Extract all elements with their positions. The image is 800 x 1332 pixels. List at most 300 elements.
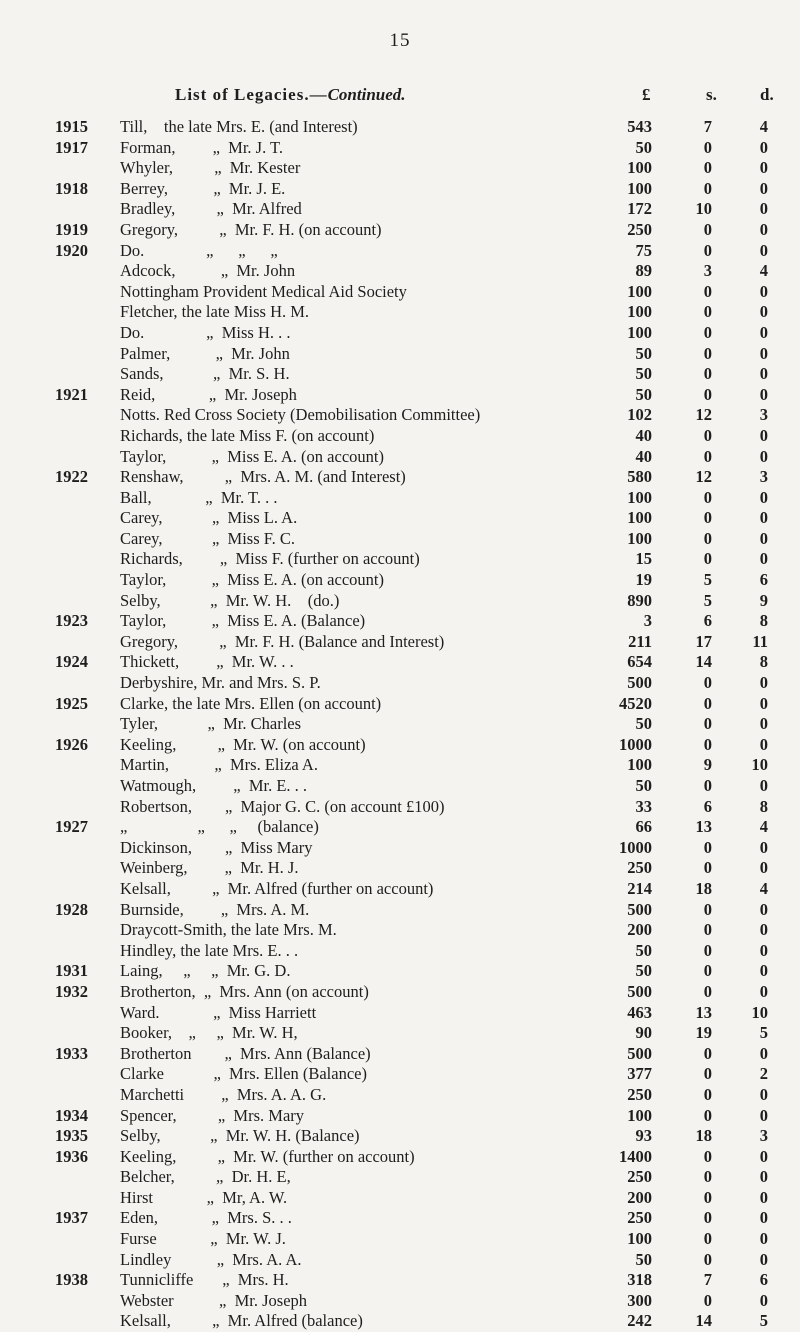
amount-pence: 0 xyxy=(759,364,768,384)
legacy-row xyxy=(0,426,800,447)
legacy-description: Laing, „ „ Mr. G. D. xyxy=(120,961,291,981)
amount-pounds: 500 xyxy=(627,1043,652,1063)
legacy-row xyxy=(0,879,800,900)
amount-pence: 4 xyxy=(759,878,768,898)
legacy-description: Lindley „ Mrs. A. A. xyxy=(120,1249,302,1269)
legacy-description: Sands, „ Mr. S. H. xyxy=(120,364,290,384)
legacy-description: Taylor, „ Miss E. A. (on account) xyxy=(120,446,384,466)
legacy-description: Marchetti „ Mrs. A. A. G. xyxy=(120,1084,327,1104)
amount-shillings: 0 xyxy=(703,1084,712,1104)
amount-shillings: 6 xyxy=(703,796,712,816)
legacy-row xyxy=(0,817,800,838)
amount-shillings: 0 xyxy=(703,343,712,363)
amount-pounds: 4520 xyxy=(619,693,652,713)
amount-pounds: 50 xyxy=(635,137,652,157)
amount-pounds: 89 xyxy=(635,261,652,281)
amount-pounds: 377 xyxy=(627,1064,652,1084)
amount-shillings: 0 xyxy=(703,1229,712,1249)
amount-shillings: 0 xyxy=(703,364,712,384)
legacy-row xyxy=(0,941,800,962)
legacy-row xyxy=(0,1291,800,1312)
legacy-row xyxy=(0,488,800,509)
amount-pounds: 500 xyxy=(627,981,652,1001)
amount-pounds: 93 xyxy=(635,1126,652,1146)
amount-pence: 0 xyxy=(759,1229,768,1249)
amount-pounds: 100 xyxy=(627,322,652,342)
amount-pounds: 19 xyxy=(635,570,652,590)
amount-shillings: 0 xyxy=(703,1167,712,1187)
legacy-year: 1936 xyxy=(55,1146,88,1166)
amount-shillings: 0 xyxy=(703,837,712,857)
legacies-list xyxy=(0,117,800,1332)
amount-pounds: 50 xyxy=(635,364,652,384)
amount-pounds: 211 xyxy=(628,631,652,651)
amount-shillings: 0 xyxy=(703,1208,712,1228)
legacy-row xyxy=(0,1106,800,1127)
legacy-row xyxy=(0,508,800,529)
amount-pence: 0 xyxy=(759,1084,768,1104)
amount-pounds: 100 xyxy=(627,487,652,507)
amount-pence: 0 xyxy=(759,322,768,342)
column-header-shillings: s. xyxy=(706,85,717,104)
amount-pounds: 580 xyxy=(627,467,652,487)
amount-pence: 4 xyxy=(759,261,768,281)
amount-pounds: 250 xyxy=(627,858,652,878)
amount-shillings: 0 xyxy=(703,178,712,198)
legacy-row xyxy=(0,549,800,570)
amount-pounds: 200 xyxy=(627,1187,652,1207)
legacy-description: Belcher, „ Dr. H. E, xyxy=(120,1167,291,1187)
amount-pence: 6 xyxy=(759,1270,768,1290)
legacy-row xyxy=(0,1064,800,1085)
amount-pence: 8 xyxy=(759,796,768,816)
legacy-row xyxy=(0,282,800,303)
legacy-row xyxy=(0,447,800,468)
amount-pence: 9 xyxy=(759,590,768,610)
legacy-description: Draycott-Smith, the late Mrs. M. xyxy=(120,920,337,940)
legacy-year: 1915 xyxy=(55,117,88,136)
amount-pence: 5 xyxy=(759,1311,768,1331)
amount-pence: 0 xyxy=(759,158,768,178)
legacy-description: Spencer, „ Mrs. Mary xyxy=(120,1105,305,1125)
amount-pence: 0 xyxy=(759,1167,768,1187)
amount-pence: 0 xyxy=(759,858,768,878)
legacy-row xyxy=(0,714,800,735)
amount-shillings: 0 xyxy=(703,920,712,940)
amount-shillings: 7 xyxy=(703,117,712,136)
legacy-description: Dickinson, „ Miss Mary xyxy=(120,837,313,857)
legacy-description: Martin, „ Mrs. Eliza A. xyxy=(120,755,318,775)
legacy-description: Taylor, „ Miss E. A. (on account) xyxy=(120,570,384,590)
amount-pence: 0 xyxy=(759,1187,768,1207)
legacy-description: Robertson, „ Major G. C. (on account £100) xyxy=(120,796,445,816)
legacy-description: Forman, „ Mr. J. T. xyxy=(120,137,284,157)
amount-pounds: 100 xyxy=(627,755,652,775)
amount-pounds: 100 xyxy=(627,178,652,198)
amount-pounds: 50 xyxy=(635,714,652,734)
column-header-pounds: £ xyxy=(642,85,651,104)
amount-shillings: 7 xyxy=(703,1270,712,1290)
amount-pounds: 50 xyxy=(635,384,652,404)
amount-pounds: 50 xyxy=(635,1249,652,1269)
amount-shillings: 17 xyxy=(695,631,712,651)
legacy-description: Whyler, „ Mr. Kester xyxy=(120,158,301,178)
amount-shillings: 0 xyxy=(703,158,712,178)
amount-pounds: 250 xyxy=(627,1167,652,1187)
amount-pence: 0 xyxy=(759,693,768,713)
legacy-description: Ward. „ Miss Harriett xyxy=(120,1002,317,1022)
amount-pence: 0 xyxy=(759,446,768,466)
amount-shillings: 0 xyxy=(703,240,712,260)
legacy-year: 1918 xyxy=(55,178,88,198)
amount-pounds: 100 xyxy=(627,281,652,301)
legacy-year: 1928 xyxy=(55,899,88,919)
legacy-description: Fletcher, the late Miss H. M. xyxy=(120,302,310,322)
legacy-description: „ „ „ (balance) xyxy=(120,817,319,837)
legacy-description: Weinberg, „ Mr. H. J. xyxy=(120,858,299,878)
amount-pence: 0 xyxy=(759,940,768,960)
legacy-description: Ball, „ Mr. T. . . xyxy=(120,487,278,507)
amount-shillings: 0 xyxy=(703,714,712,734)
amount-shillings: 0 xyxy=(703,219,712,239)
amount-pounds: 250 xyxy=(627,219,652,239)
amount-pounds: 500 xyxy=(627,899,652,919)
legacy-description: Gregory, „ Mr. F. H. (Balance and Interest) xyxy=(120,631,445,651)
legacy-row xyxy=(0,920,800,941)
amount-pounds: 200 xyxy=(627,920,652,940)
legacy-description: Selby, „ Mr. W. H. (Balance) xyxy=(120,1126,360,1146)
amount-pounds: 100 xyxy=(627,508,652,528)
legacy-row xyxy=(0,652,800,673)
amount-pounds: 543 xyxy=(627,117,652,136)
amount-pence: 3 xyxy=(759,405,768,425)
amount-shillings: 0 xyxy=(703,446,712,466)
amount-pence: 0 xyxy=(759,178,768,198)
amount-shillings: 0 xyxy=(703,940,712,960)
amount-shillings: 12 xyxy=(695,405,712,425)
legacy-description: Eden, „ Mrs. S. . . xyxy=(120,1208,292,1228)
legacy-description: Brotherton „ Mrs. Ann (Balance) xyxy=(120,1043,371,1063)
amount-shillings: 9 xyxy=(703,755,712,775)
legacy-row xyxy=(0,220,800,241)
amount-shillings: 0 xyxy=(703,384,712,404)
legacy-row xyxy=(0,344,800,365)
legacy-year: 1932 xyxy=(55,981,88,1001)
amount-pounds: 102 xyxy=(627,405,652,425)
legacy-description: Tyler, „ Mr. Charles xyxy=(120,714,302,734)
legacy-row xyxy=(0,858,800,879)
amount-pence: 0 xyxy=(759,240,768,260)
amount-pence: 6 xyxy=(759,570,768,590)
amount-pence: 11 xyxy=(752,631,768,651)
legacy-description: Keeling, „ Mr. W. (further on account) xyxy=(120,1146,415,1166)
amount-pence: 0 xyxy=(759,137,768,157)
legacy-row xyxy=(0,199,800,220)
amount-shillings: 0 xyxy=(703,673,712,693)
amount-shillings: 0 xyxy=(703,981,712,1001)
legacy-description: Carey, „ Miss L. A. xyxy=(120,508,298,528)
amount-pence: 0 xyxy=(759,981,768,1001)
amount-shillings: 5 xyxy=(703,570,712,590)
legacy-description: Selby, „ Mr. W. H. (do.) xyxy=(120,590,340,610)
amount-pence: 0 xyxy=(759,343,768,363)
legacy-row xyxy=(0,364,800,385)
amount-pounds: 50 xyxy=(635,940,652,960)
legacy-row xyxy=(0,302,800,323)
amount-pence: 0 xyxy=(759,281,768,301)
legacy-description: Till, the late Mrs. E. (and Interest) xyxy=(120,117,358,136)
amount-shillings: 0 xyxy=(703,1187,712,1207)
amount-shillings: 0 xyxy=(703,858,712,878)
legacy-description: Tunnicliffe „ Mrs. H. xyxy=(120,1270,289,1290)
amount-pounds: 250 xyxy=(627,1084,652,1104)
legacy-row xyxy=(0,1250,800,1271)
legacy-description: Palmer, „ Mr. John xyxy=(120,343,290,363)
amount-pence: 0 xyxy=(759,776,768,795)
amount-shillings: 12 xyxy=(695,467,712,487)
amount-pence: 0 xyxy=(759,920,768,940)
amount-shillings: 0 xyxy=(703,302,712,322)
legacy-year: 1925 xyxy=(55,693,88,713)
legacy-row xyxy=(0,117,800,138)
legacy-row xyxy=(0,900,800,921)
legacy-description: Burnside, „ Mrs. A. M. xyxy=(120,899,310,919)
legacy-row xyxy=(0,1023,800,1044)
amount-pounds: 40 xyxy=(635,446,652,466)
amount-shillings: 0 xyxy=(703,322,712,342)
legacy-year: 1920 xyxy=(55,240,88,260)
legacy-year: 1923 xyxy=(55,611,88,631)
legacy-row xyxy=(0,1311,800,1332)
amount-shillings: 0 xyxy=(703,1064,712,1084)
amount-pence: 0 xyxy=(759,899,768,919)
legacy-row xyxy=(0,1044,800,1065)
legacy-description: Watmough, „ Mr. E. . . xyxy=(120,776,308,795)
amount-pounds: 3 xyxy=(643,611,652,631)
amount-pence: 4 xyxy=(759,817,768,837)
legacy-description: Taylor, „ Miss E. A. (Balance) xyxy=(120,611,366,631)
legacy-description: Kelsall, „ Mr. Alfred (further on account) xyxy=(120,878,434,898)
amount-pence: 0 xyxy=(759,508,768,528)
legacy-row xyxy=(0,1147,800,1168)
amount-pounds: 100 xyxy=(627,1105,652,1125)
amount-shillings: 5 xyxy=(703,590,712,610)
title-text: List of Legacies.— xyxy=(175,85,328,104)
amount-shillings: 0 xyxy=(703,1105,712,1125)
legacy-row xyxy=(0,179,800,200)
legacy-row xyxy=(0,1003,800,1024)
amount-pence: 0 xyxy=(759,219,768,239)
amount-shillings: 0 xyxy=(703,1043,712,1063)
amount-shillings: 0 xyxy=(703,693,712,713)
amount-pence: 8 xyxy=(759,611,768,631)
amount-pence: 0 xyxy=(759,1290,768,1310)
legacy-description: Keeling, „ Mr. W. (on account) xyxy=(120,734,366,754)
legacy-description: Booker, „ „ Mr. W. H, xyxy=(120,1023,298,1043)
legacy-description: Clarke „ Mrs. Ellen (Balance) xyxy=(120,1064,367,1084)
legacy-row xyxy=(0,611,800,632)
legacy-row xyxy=(0,158,800,179)
amount-pounds: 100 xyxy=(627,302,652,322)
page-title xyxy=(175,85,406,105)
legacy-row xyxy=(0,1126,800,1147)
legacy-description: Berrey, „ Mr. J. E. xyxy=(120,178,286,198)
legacy-row xyxy=(0,467,800,488)
amount-pence: 0 xyxy=(759,714,768,734)
legacy-description: Thickett, „ Mr. W. . . xyxy=(120,652,294,672)
legacy-description: Richards, the late Miss F. (on account) xyxy=(120,425,375,445)
legacy-row xyxy=(0,673,800,694)
amount-pounds: 40 xyxy=(635,425,652,445)
amount-shillings: 0 xyxy=(703,734,712,754)
amount-pence: 0 xyxy=(759,734,768,754)
amount-pounds: 214 xyxy=(627,878,652,898)
legacy-row xyxy=(0,1085,800,1106)
amount-shillings: 19 xyxy=(695,1023,712,1043)
legacy-row xyxy=(0,261,800,282)
page-number: 15 xyxy=(389,30,411,51)
legacy-description: Bradley, „ Mr. Alfred xyxy=(120,199,302,219)
amount-pence: 8 xyxy=(759,652,768,672)
legacy-description: Do. „ „ „ xyxy=(120,240,278,260)
legacy-row xyxy=(0,838,800,859)
legacy-description: Richards, „ Miss F. (further on account) xyxy=(120,549,420,569)
amount-shillings: 18 xyxy=(695,1126,712,1146)
legacy-year: 1924 xyxy=(55,652,88,672)
amount-shillings: 0 xyxy=(703,508,712,528)
amount-pence: 5 xyxy=(759,1023,768,1043)
legacy-row xyxy=(0,1167,800,1188)
amount-pence: 0 xyxy=(759,487,768,507)
amount-pence: 0 xyxy=(759,302,768,322)
legacy-year: 1934 xyxy=(55,1105,88,1125)
amount-pence: 0 xyxy=(759,549,768,569)
legacy-description: Do. „ Miss H. . . xyxy=(120,322,291,342)
legacy-row xyxy=(0,961,800,982)
amount-pence: 0 xyxy=(759,837,768,857)
legacy-year: 1937 xyxy=(55,1208,88,1228)
amount-shillings: 13 xyxy=(695,1002,712,1022)
legacy-row xyxy=(0,529,800,550)
amount-pence: 0 xyxy=(759,1105,768,1125)
legacy-description: Notts. Red Cross Society (Demobilisation Committee) xyxy=(120,405,481,425)
amount-pence: 0 xyxy=(759,1249,768,1269)
legacy-year: 1921 xyxy=(55,384,88,404)
legacy-description: Carey, „ Miss F. C. xyxy=(120,528,295,548)
legacy-year: 1933 xyxy=(55,1043,88,1063)
amount-shillings: 0 xyxy=(703,487,712,507)
legacy-year: 1926 xyxy=(55,734,88,754)
legacy-row xyxy=(0,385,800,406)
legacy-row xyxy=(0,982,800,1003)
amount-pounds: 1000 xyxy=(619,734,652,754)
amount-shillings: 0 xyxy=(703,549,712,569)
legacy-row xyxy=(0,694,800,715)
amount-pence: 0 xyxy=(759,961,768,981)
amount-pence: 10 xyxy=(751,1002,768,1022)
legacy-description: Brotherton, „ Mrs. Ann (on account) xyxy=(120,981,369,1001)
amount-pence: 0 xyxy=(759,425,768,445)
legacy-description: Gregory, „ Mr. F. H. (on account) xyxy=(120,219,382,239)
amount-pence: 10 xyxy=(751,755,768,775)
amount-shillings: 0 xyxy=(703,528,712,548)
amount-pounds: 100 xyxy=(627,1229,652,1249)
amount-shillings: 0 xyxy=(703,776,712,795)
legacy-description: Nottingham Provident Medical Aid Society xyxy=(120,281,407,301)
amount-pounds: 15 xyxy=(635,549,652,569)
amount-shillings: 0 xyxy=(703,899,712,919)
legacy-year: 1938 xyxy=(55,1270,88,1290)
amount-shillings: 14 xyxy=(695,652,712,672)
legacy-description: Furse „ Mr. W. J. xyxy=(120,1229,286,1249)
amount-pounds: 100 xyxy=(627,528,652,548)
legacy-row xyxy=(0,570,800,591)
amount-pounds: 66 xyxy=(635,817,652,837)
legacy-year: 1917 xyxy=(55,137,88,157)
legacy-row xyxy=(0,1229,800,1250)
amount-pence: 3 xyxy=(759,1126,768,1146)
legacy-description: Renshaw, „ Mrs. A. M. (and Interest) xyxy=(120,467,406,487)
amount-pounds: 463 xyxy=(627,1002,652,1022)
amount-shillings: 0 xyxy=(703,961,712,981)
legacy-row xyxy=(0,138,800,159)
amount-pounds: 318 xyxy=(627,1270,652,1290)
amount-pounds: 1400 xyxy=(619,1146,652,1166)
amount-shillings: 0 xyxy=(703,281,712,301)
amount-pounds: 100 xyxy=(627,158,652,178)
amount-pence: 0 xyxy=(759,199,768,219)
amount-shillings: 10 xyxy=(695,199,712,219)
amount-pounds: 242 xyxy=(627,1311,652,1331)
amount-shillings: 6 xyxy=(703,611,712,631)
amount-pounds: 250 xyxy=(627,1208,652,1228)
legacy-description: Derbyshire, Mr. and Mrs. S. P. xyxy=(120,673,321,693)
legacy-row xyxy=(0,323,800,344)
legacy-row xyxy=(0,632,800,653)
amount-pounds: 654 xyxy=(627,652,652,672)
legacy-description: Hindley, the late Mrs. E. . . xyxy=(120,940,299,960)
amount-pounds: 500 xyxy=(627,673,652,693)
amount-shillings: 13 xyxy=(695,817,712,837)
legacy-description: Hirst „ Mr, A. W. xyxy=(120,1187,288,1207)
legacy-row xyxy=(0,755,800,776)
title-continued: Continued. xyxy=(327,85,406,104)
amount-pence: 2 xyxy=(759,1064,768,1084)
amount-shillings: 0 xyxy=(703,1249,712,1269)
amount-pence: 3 xyxy=(759,467,768,487)
legacy-row xyxy=(0,735,800,756)
column-header-pence: d. xyxy=(760,85,774,104)
amount-pounds: 300 xyxy=(627,1290,652,1310)
legacy-year: 1919 xyxy=(55,219,88,239)
amount-pounds: 50 xyxy=(635,343,652,363)
amount-pence: 0 xyxy=(759,528,768,548)
legacy-row xyxy=(0,776,800,797)
amount-pence: 0 xyxy=(759,673,768,693)
legacy-row xyxy=(0,1188,800,1209)
amount-pounds: 50 xyxy=(635,961,652,981)
legacy-description: Reid, „ Mr. Joseph xyxy=(120,384,297,404)
amount-pounds: 50 xyxy=(635,776,652,795)
amount-pounds: 890 xyxy=(627,590,652,610)
amount-pounds: 33 xyxy=(635,796,652,816)
legacy-row xyxy=(0,405,800,426)
amount-pence: 0 xyxy=(759,1208,768,1228)
legacy-year: 1935 xyxy=(55,1126,88,1146)
legacy-description: Clarke, the late Mrs. Ellen (on account) xyxy=(120,693,382,713)
amount-pounds: 172 xyxy=(627,199,652,219)
amount-shillings: 0 xyxy=(703,137,712,157)
